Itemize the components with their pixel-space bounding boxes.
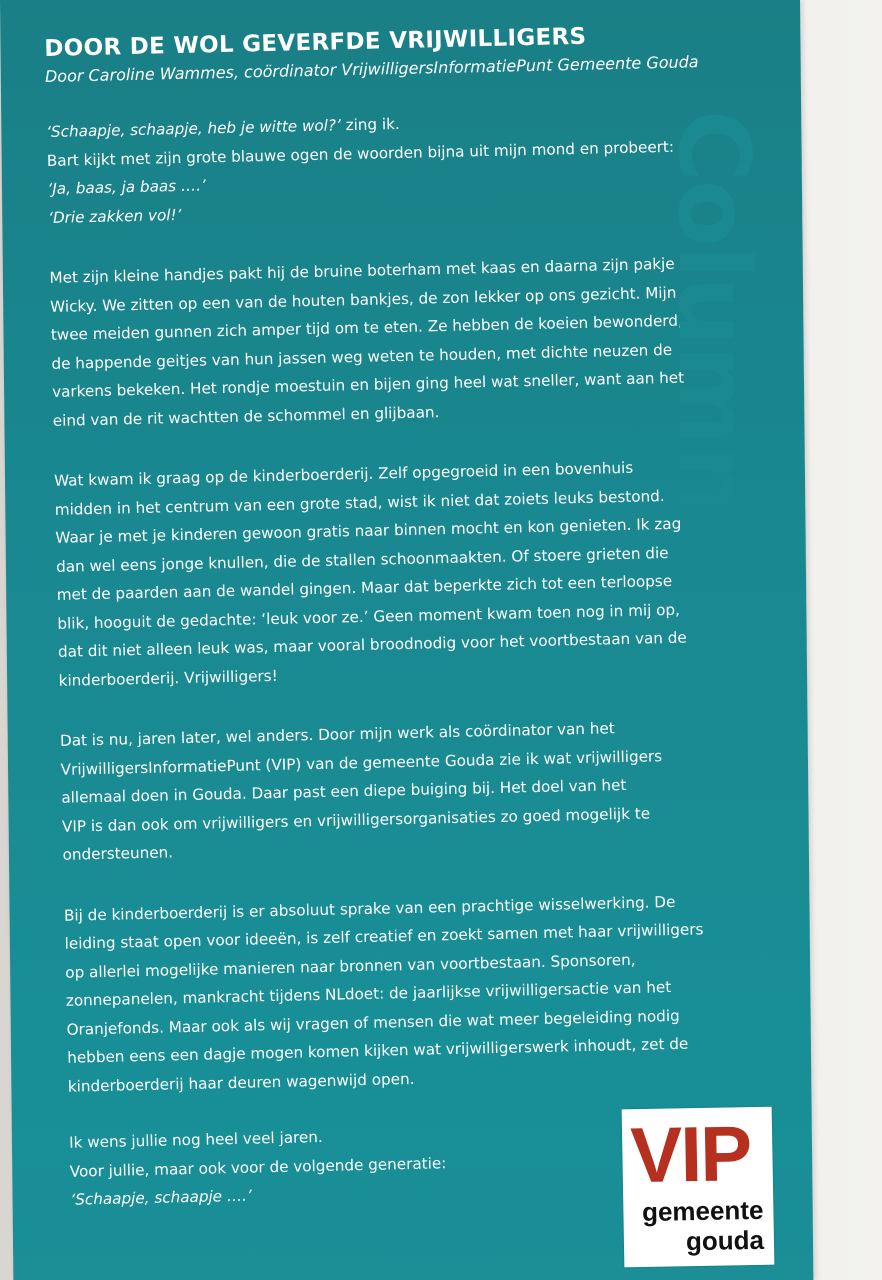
text-line: met de paarden aan de wandel gingen. Maar dat beperkte zich tot een terloopse xyxy=(56,571,673,604)
text-line: VIP is dan ook om vrijwilligers en vrijwilligersorganisaties zo goed mogelijk te xyxy=(61,803,651,836)
text-line: allemaal doen in Gouda. Daar past een diepe buiging bij. Het doel van het xyxy=(61,775,627,807)
text-line: dat dit niet alleen leuk was, maar vooral broodnodig voor het voortbestaan van de xyxy=(57,628,687,661)
intro-line: ‘Drie zakken vol!’ xyxy=(47,205,182,227)
text-line: ondersteunen. xyxy=(62,843,174,864)
text-line: twee meiden gunnen zich amper tijd om te eten. Ze hebben de koeien bewonderd, xyxy=(50,311,683,344)
text-line: zonnepanelen, mankracht tijdens NLdoet: de jaarlijkse vrijwilligersactie van het xyxy=(65,978,672,1010)
text-line: Ik wens jullie nog heel veel jaren. xyxy=(68,1127,323,1152)
text-line: Voor jullie, maar ook voor de volgende generatie: xyxy=(69,1153,447,1181)
section-label: Column xyxy=(656,110,770,513)
text-line: Met zijn kleine handjes pakt hij de bruine boterham met kaas en daarna zijn pakje xyxy=(49,254,675,287)
text-line: eind van de rit wachtten de schommel en glijbaan. xyxy=(52,402,440,430)
text-line: kinderboerderij haar deuren wagenwijd open. xyxy=(67,1069,415,1096)
vip-logo-letters: VIP xyxy=(629,1109,751,1200)
text-line: Waar je met je kinderen gewoon gratis naar binnen mocht en kon genieten. Ik zag xyxy=(55,514,682,547)
vip-logo-line1: gemeente xyxy=(641,1194,764,1227)
text-line: ‘Schaapje, schaapje ….’ xyxy=(70,1186,252,1209)
vip-logo-line2: gouda xyxy=(685,1224,765,1257)
text-line: de happende geitjes van hun jassen weg weten te houden, met dichte neuzen de xyxy=(51,340,673,373)
text-line: Wicky. We zitten op een van de houten bankjes, de zon lekker op ons gezicht. Mijn xyxy=(49,283,677,316)
paragraph-4 xyxy=(64,885,788,1101)
text-line: VrijwilligersInformatiePunt (VIP) van de gemeente Gouda zie ik wat vrijwilligers xyxy=(60,746,663,779)
text-line: Oranjefonds. Maar ook als wij vragen of mensen die wat meer begeleiding nodig xyxy=(66,1006,680,1039)
text-line: op allerlei mogelijke manieren naar bronnen van voortbestaan. Sponsoren, xyxy=(65,950,636,982)
text-line: midden in het centrum van een grote stad, wist ik niet dat zoiets leuks bestond. xyxy=(54,486,665,519)
text-line: Dat is nu, jaren later, wel anders. Door mijn werk als coördinator van het xyxy=(59,719,615,750)
article-title: DOOR DE WOL GEVERFDE VRIJWILLIGERS xyxy=(44,23,587,62)
text-line: Wat kwam ik graag op de kinderboerderij. Zelf opgegroeid in een bovenhuis xyxy=(53,458,634,490)
paragraph-3 xyxy=(60,710,783,869)
text-line: dan wel eens jonge knullen, die de stallen schoonmaakten. Of stoere grieten die xyxy=(55,543,669,576)
text-line: hebben eens een dagje mogen komen kijken wat vrijwilligerswerk inhoudt, zet de xyxy=(67,1034,689,1067)
text-line: Bij de kinderboerderij is er absoluut sprake van een prachtige wisselwerking. De xyxy=(63,892,676,925)
text-line: kinderboerderij. Vrijwilligers! xyxy=(58,666,278,690)
intro-line: ‘Ja, baas, ja baas ….’ xyxy=(47,176,206,198)
text-line: leiding staat open voor ideeën, is zelf creatief en zoekt samen met haar vrijwilligers xyxy=(64,920,704,953)
vip-logo-subtitle xyxy=(642,1195,764,1257)
intro-line: Bart kijkt met zijn grote blauwe ogen de woorden bijna uit mijn mond en probeert: xyxy=(46,137,675,170)
vip-logo xyxy=(622,1107,775,1268)
text-line: varkens bekeken. Het rondje moestuin en bijen ging heel wat sneller, want aan het xyxy=(51,368,685,401)
text-line: blik, hooguit de gedachte: ‘leuk voor ze.’ Geen moment kwam toen nog in mij op, xyxy=(57,600,681,633)
intro-line: ‘Schaapje, schaapje, heb je witte wol?’ zing ik. xyxy=(46,114,400,141)
article-byline: Door Caroline Wammes, coördinator VrijwilligersInformatiePunt Gemeente Gouda xyxy=(44,52,699,86)
